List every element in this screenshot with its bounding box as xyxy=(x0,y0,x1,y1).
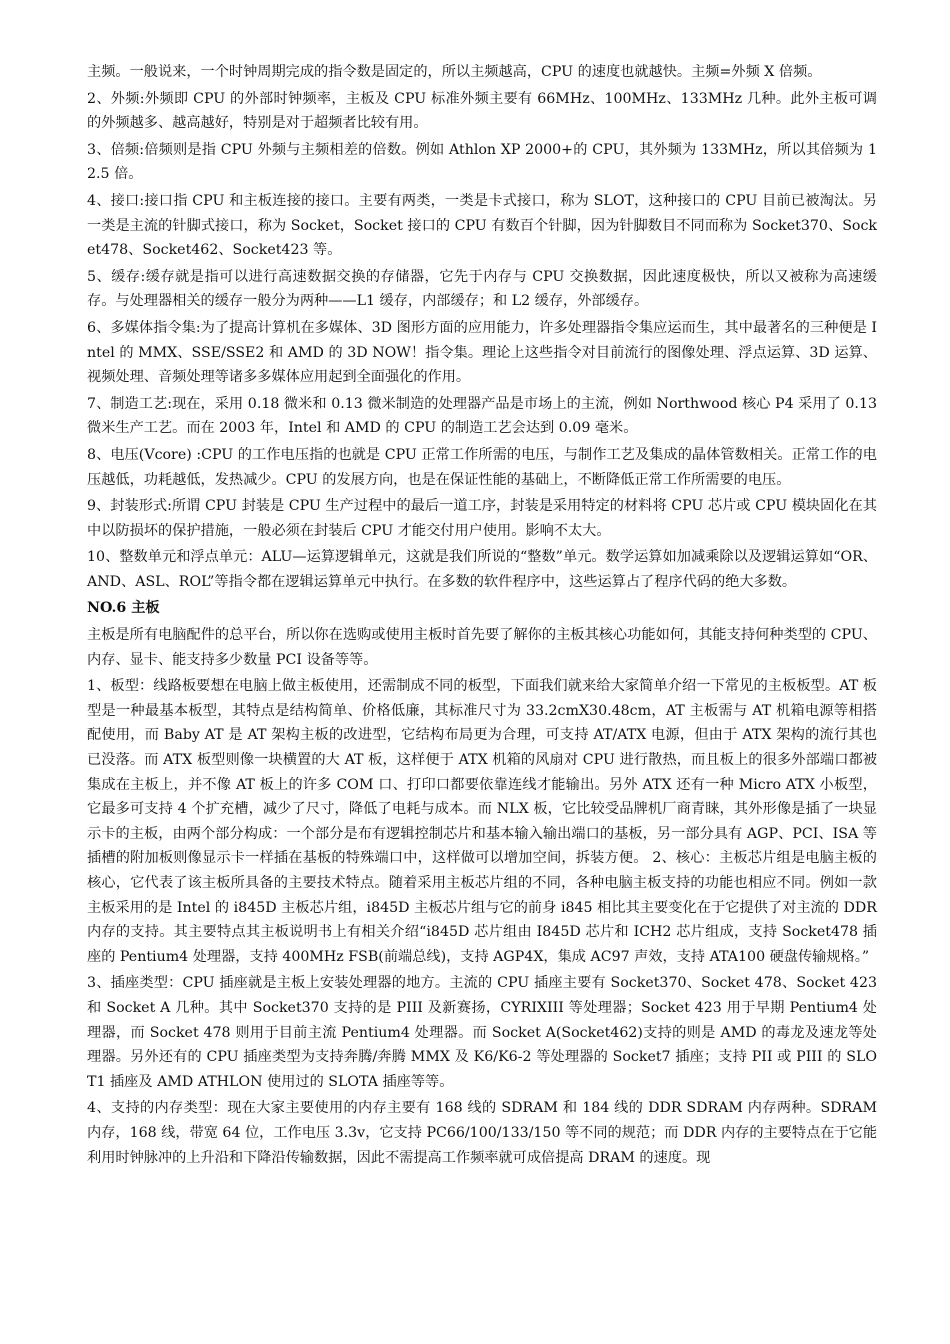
paragraph-alu-fpu: 10、整数单元和浮点单元：ALU—运算逻辑单元，这就是我们所说的“整数”单元。数学运算如加减乘除以及逻辑运算如“OR、AND、ASL、ROL”等指令都在逻辑运算单元中执行。在多数的软件程序中，这些运算占了程序代码的绝大多数。 xyxy=(87,549,877,590)
paragraph-socket-type: 3、插座类型：CPU 插座就是主板上安装处理器的地方。主流的 CPU 插座主要有 Socket370、Socket 478、Socket 423 和 Socket A 几种。其中 Socket370 支持的是 PIII 及新赛扬，CYRIXIII 等处理器；Socket 423 用于早期 Pentium4 处理器，而 Socket 478 则用于目前主流 Pentium4 处理器。而 Socket A(Socket462)支持的则是 AMD 的毒龙及速龙等处理器。另外还有的 CPU 插座类型为支持奔腾/奔腾 MMX 及 K6/K6-2 等处理器的 Socket7 插座；支持 PII 或 PIII 的 SLOT1 插座及 AMD ATHLON 使用过的 SLOTA 插座等等。 xyxy=(87,975,877,1090)
paragraph-multiplier: 3、倍频:倍频则是指 CPU 外频与主频相差的倍数。例如 Athlon XP 2000+的 CPU，其外频为 133MHz，所以其倍频为 12.5 倍。 xyxy=(87,141,877,183)
paragraph-interface: 4、接口:接口指 CPU 和主板连接的接口。主要有两类，一类是卡式接口，称为 SLOT，这种接口的 CPU 目前已被淘汰。另一类是主流的针脚式接口，称为 Socket，Socket 接口的 CPU 有数百个针脚，因为针脚数目不同而称为 Socket370、Socket478、Socket462、Socket423 等。 xyxy=(87,192,877,259)
paragraph-multimedia-instructions: 6、多媒体指令集:为了提高计算机在多媒体、3D 图形方面的应用能力，许多处理器指令集应运而生，其中最著名的三种便是 Intel 的 MMX、SSE/SSE2 和 AMD 的 3D NOW！指令集。理论上这些指令对目前流行的图像处理、浮点运算、3D 运算、视频处理、音频处理等诸多多媒体应用起到全面强化的作用。 xyxy=(87,319,877,386)
paragraph-board-type-and-core: 1、板型：线路板要想在电脑上做主板使用，还需制成不同的板型，下面我们就来给大家简单介绍一下常见的主板板型。AT 板型是一种最基本板型，其特点是结构简单、价格低廉，其标准尺寸为 33.2cmX30.48cm，AT 主板需与 AT 机箱电源等相搭配使用，而 Baby AT 是 AT 架构主板的改进型，它结构布局更为合理，可支持 AT/ATX 电源，但由于 ATX 架构的流行其也已没落。而 ATX 板型则像一块横置的大 AT 板，这样便于 ATX 机箱的风扇对 CPU 进行散热，而且板上的很多外部端口都被集成在主板上，并不像 AT 板上的许多 COM 口、打印口都要依靠连线才能输出。另外 ATX 还有一种 Micro ATX 小板型，它最多可支持 4 个扩充槽，减少了尺寸，降低了电耗与成本。而 NLX 板，它比较受品牌机厂商青睐，其外形像是插了一块显示卡的主板，由两个部分构成：一个部分是布有逻辑控制芯片和基本输入输出端口的基板，另一部分具有 AGP、PCI、ISA 等插槽的附加板则像显示卡一样插在基板的特殊端口中，这样做可以增加空间，拆装方便。 2、核心：主板芯片组是电脑主板的核心，它代表了该主板所具备的主要技术特点。随着采用主板芯片组的不同，各种电脑主板支持的功能也相应不同。例如一款主板采用的是 Intel 的 i845D 主板芯片组，i845D 主板芯片组与它的前身 i845 相比其主要变化在于它提供了对主流的 DDR 内存的支持。其主要特点其主板说明书上有相关介绍“i845D 芯片组由 I845D 芯片和 ICH2 芯片组成，支持 Socket478 插座的 Pentium4 处理器，支持 400MHz FSB(前端总线)，支持 AGP4X，集成 AC97 声效，支持 ATA100 硬盘传输规格。” xyxy=(87,678,878,965)
paragraph-process: 7、制造工艺:现在，采用 0.18 微米和 0.13 微米制造的处理器产品是市场上的主流，例如 Northwood 核心 P4 采用了 0.13 微米生产工艺。而在 2003 年，Intel 和 AMD 的 CPU 的制造工艺会达到 0.09 毫米。 xyxy=(87,395,877,437)
paragraph-external-frequency: 2、外频:外频即 CPU 的外部时钟频率，主板及 CPU 标准外频主要有 66MHz、100MHz、133MHz 几种。此外主板可调的外频越多、越高越好，特别是对于超频者比较有用。 xyxy=(87,90,877,132)
paragraph-main-frequency: 主频。一般说来，一个时钟周期完成的指令数是固定的，所以主频越高，CPU 的速度也就越快。主频=外频 X 倍频。 xyxy=(87,64,822,80)
paragraph-motherboard-intro: 主板是所有电脑配件的总平台，所以你在选购或使用主板时首先要了解你的主板其核心功能如何，其能支持何种类型的 CPU、内存、显卡、能支持多少数量 PCI 设备等等。 xyxy=(87,627,877,668)
paragraph-memory-type: 4、支持的内存类型：现在大家主要使用的内存主要有 168 线的 SDRAM 和 184 线的 DDR SDRAM 内存两种。SDRAM 内存，168 线，带宽 64 位，工作电压 3.3v，它支持 PC66/100/133/150 等不同的规范；而 DDR 内存的主要特点在于它能利用时钟脉冲的上升沿和下降沿传输数据，因此不需提高工作频率就可成倍提高 DRAM 的速度。现 xyxy=(87,1100,878,1166)
document-page xyxy=(87,60,877,1172)
paragraph-packaging: 9、封装形式:所谓 CPU 封装是 CPU 生产过程中的最后一道工序，封装是采用特定的材料将 CPU 芯片或 CPU 模块固化在其中以防损坏的保护措施，一般必须在封装后 CPU 才能交付用户使用。影响不太大。 xyxy=(87,498,877,539)
section-heading: NO.6 主板 xyxy=(87,600,160,617)
paragraph-cache: 5、缓存:缓存就是指可以进行高速数据交换的存储器，它先于内存与 CPU 交换数据，因此速度极快，所以又被称为高速缓存。与处理器相关的缓存一般分为两种——L1 缓存，内部缓存；和 L2 缓存，外部缓存。 xyxy=(87,268,877,310)
paragraph-voltage: 8、电压(Vcore) :CPU 的工作电压指的也就是 CPU 正常工作所需的电压，与制作工艺及集成的晶体管数相关。正常工作的电压越低，功耗越低，发热减少。CPU 的发展方向，也是在保证性能的基础上，不断降低正常工作所需要的电压。 xyxy=(87,446,877,488)
